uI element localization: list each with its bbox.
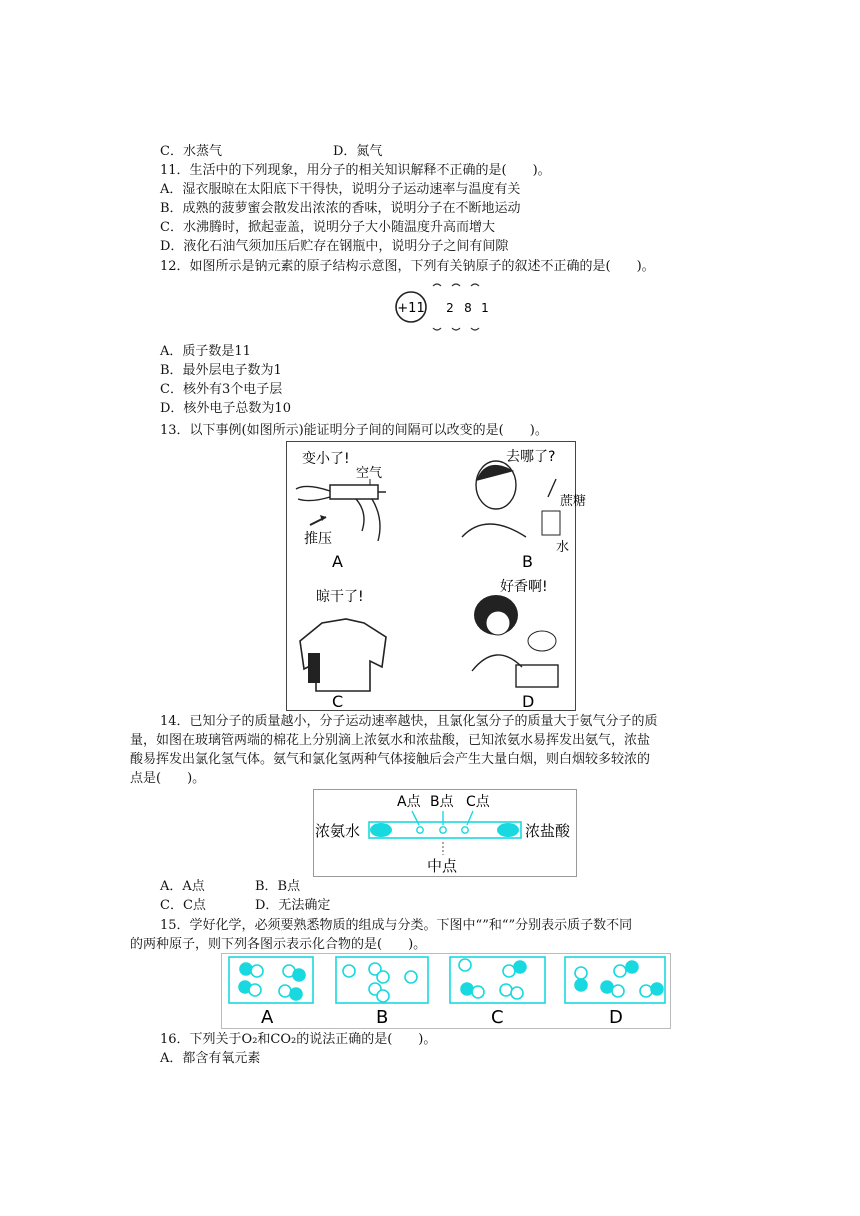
- q15-stem-line1: 15．学好化学，必须要熟悉物质的组成与分类。下图中“”和“”分别表示质子数不同: [160, 918, 633, 933]
- q16-stem: 16．下列关于O₂和CO₂的说法正确的是( )。: [160, 1032, 437, 1047]
- panel-a-label: A: [332, 552, 343, 571]
- q14-stem-line1: 14．已知分子的质量越小，分子运动速率越快，且氯化氢分子的质量大于氨气分子的质: [160, 714, 658, 729]
- q15-stem-line2: 的两种原子，则下列各图示表示化合物的是( )。: [130, 937, 427, 952]
- panel-b-sugar-label: 蔗糖: [560, 494, 587, 509]
- q12-option-c: C．核外有3个电子层: [160, 382, 283, 397]
- option-a-label: A: [261, 1007, 274, 1028]
- panel-b-girl-scene: [462, 448, 586, 571]
- panel-a-push-label: 推压: [304, 531, 332, 547]
- option-b-label: B: [376, 1007, 389, 1028]
- panel-d-bubble: 好香啊!: [500, 579, 548, 595]
- q14-stem-line4: 点是( )。: [130, 771, 206, 786]
- panel-a-syringe-scene: [296, 450, 386, 571]
- panel-b-water-label: 水: [556, 540, 570, 555]
- option-d-label: D: [609, 1007, 623, 1028]
- midpoint-label: 中点: [427, 857, 458, 875]
- q14-option-d: D．无法确定: [255, 898, 331, 913]
- panel-d-label: D: [522, 692, 535, 711]
- panel-a-air-label: 空气: [356, 466, 383, 481]
- q11-option-c: C．水沸腾时，掀起壶盖，说明分子大小随温度升高而增大: [160, 220, 495, 235]
- right-end-label: 浓盐酸: [525, 822, 571, 840]
- panel-b-bubble: 去哪了?: [506, 449, 556, 465]
- q11-option-d: D．液化石油气须加压后贮存在钢瓶中，说明分子之间有间隙: [160, 239, 509, 254]
- glass-tube-figure: [313, 789, 577, 877]
- molecule-interval-figure: [286, 441, 587, 711]
- q11-stem: 11．生活中的下列现象，用分子的相关知识解释不正确的是( )。: [160, 163, 551, 178]
- q14-option-c: C．C点: [160, 898, 206, 913]
- point-c-label: C点: [466, 794, 490, 810]
- q12-option-b: B．最外层电子数为1: [160, 363, 282, 378]
- shell-3-count: 1: [481, 301, 489, 315]
- q14-stem-line3: 酸易挥发出氯化氢气体。氨气和氯化氢两种气体接触后会产生大量白烟，则白烟较多较浓的: [130, 752, 651, 767]
- point-a-label: A点: [397, 794, 421, 810]
- q14-option-a: A．A点: [160, 879, 205, 894]
- q11-option-b: B．成熟的菠萝蜜会散发出浓浓的香味，说明分子在不断地运动: [160, 201, 521, 216]
- panel-b-label: B: [522, 552, 533, 571]
- q12-option-a: A．质子数是11: [160, 344, 251, 359]
- shell-1-count: 2: [446, 301, 454, 315]
- q10-option-d: D．氮气: [333, 144, 383, 159]
- panel-c-label: C: [332, 692, 344, 711]
- q12-option-d: D．核外电子总数为10: [160, 401, 291, 416]
- q12-stem: 12．如图所示是钠元素的原子结构示意图，下列有关钠原子的叙述不正确的是( )。: [160, 259, 655, 274]
- q11-option-a: A．湿衣服晾在太阳底下干得快，说明分子运动速率与温度有关: [160, 182, 521, 197]
- panel-a-bubble: 变小了!: [302, 451, 350, 467]
- q13-stem: 13．以下事例(如图所示)能证明分子间的间隔可以改变的是( )。: [160, 423, 548, 438]
- shell-2-count: 8: [464, 301, 472, 315]
- q16-option-a: A．都含有氧元素: [160, 1051, 261, 1066]
- q14-stem-line2: 量，如图在玻璃管两端的棉花上分别滴上浓氨水和浓盐酸，已知浓氨水易挥发出氨气，浓盐: [130, 733, 651, 748]
- molecule-composition-figure: [221, 953, 671, 1029]
- point-b-label: B点: [430, 794, 454, 810]
- panel-d-cooking-scene: [472, 579, 558, 711]
- panel-c-bubble: 晾干了!: [316, 589, 364, 605]
- left-end-label: 浓氨水: [315, 822, 361, 840]
- q10-option-c: C．水蒸气: [160, 144, 222, 159]
- nucleus-label: +11: [397, 301, 425, 316]
- option-c-label: C: [491, 1007, 504, 1028]
- panel-c-shirt-scene: [300, 589, 386, 711]
- sodium-atom-diagram: [395, 276, 505, 338]
- q14-option-b: B．B点: [255, 879, 301, 894]
